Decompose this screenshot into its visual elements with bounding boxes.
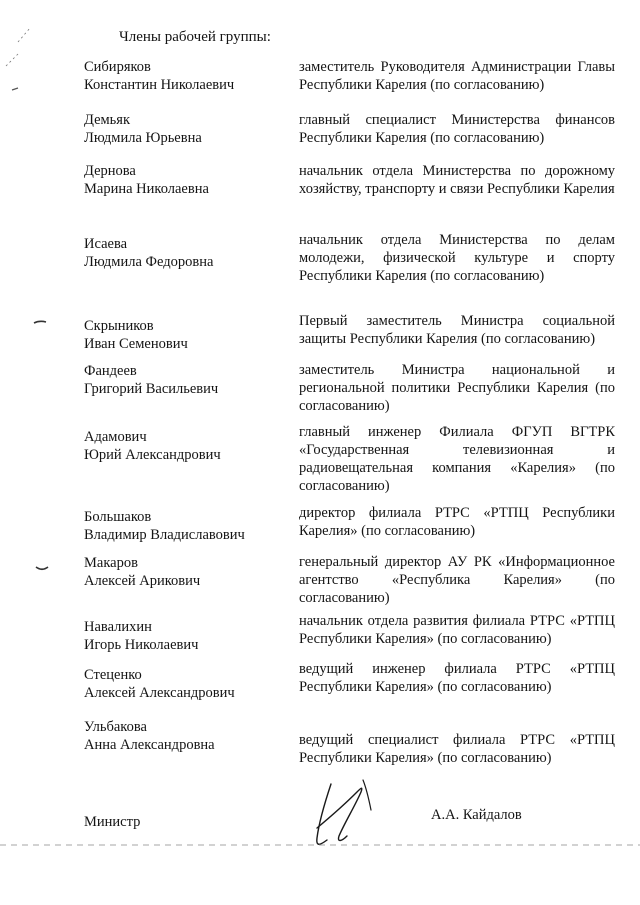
member-role: ведущий специалист филиала РТРС «РТПЦ Республики Карелия» (по согласованию) [299,732,615,766]
member-role: начальник отдела Министерства по дорожному хозяйству, транспорту и связи Республики Карелия [299,163,615,197]
member-role: главный инженер Филиала ФГУП ВГТРК «Государственная телевизионная и радиовещательная компания «Карелия» (по согласованию) [299,424,615,494]
handwritten-signature [305,776,395,856]
member-surname: Макаров [84,555,138,571]
member-role: директор филиала РТРС «РТПЦ Республики Карелия» (по согласованию) [299,505,615,539]
signatory-name: А.А. Кайдалов [431,807,522,823]
member-surname: Фандеев [84,363,137,379]
member-surname: Исаева [84,236,128,252]
member-surname: Демьяк [84,112,131,128]
member-name [84,618,284,654]
member-name [84,718,284,754]
member-name [84,428,284,464]
member-role: начальник отдела Министерства по делам молодежи, физической культуре и спорту Республики Карелия (по согласованию) [299,232,615,284]
member-name [84,508,284,544]
member-name [84,235,284,271]
member-given-name: Анна Александровна [84,737,215,753]
member-given-name: Константин Николаевич [84,77,235,93]
member-surname: Навалихин [84,619,152,635]
member-name [84,162,284,198]
member-given-name: Марина Николаевна [84,181,209,197]
member-role: главный специалист Министерства финансов Республики Карелия (по согласованию) [299,112,615,146]
member-given-name: Иван Семенович [84,336,188,352]
signatory-position: Министр [84,814,141,830]
member-role: ведущий инженер филиала РТРС «РТПЦ Республики Карелия» (по согласованию) [299,661,615,695]
member-given-name: Алексей Арикович [84,573,201,589]
member-given-name: Владимир Владиславович [84,527,245,543]
member-surname: Большаков [84,509,152,525]
member-role: заместитель Министра национальной и региональной политики Республики Карелия (по согласованию) [299,362,615,414]
member-name [84,111,284,147]
member-given-name: Игорь Николаевич [84,637,199,653]
member-role: заместитель Руководителя Администрации Главы Республики Карелия (по согласованию) [299,59,615,93]
member-given-name: Григорий Васильевич [84,381,219,397]
member-name [84,362,284,398]
member-given-name: Алексей Александрович [84,685,235,701]
working-group-heading: Члены рабочей группы: [119,29,271,45]
member-surname: Дернова [84,163,136,179]
member-given-name: Юрий Александрович [84,447,221,463]
member-surname: Стеценко [84,667,142,683]
member-name [84,666,284,702]
member-role: генеральный директор АУ РК «Информационное агентство «Республика Карелия» (по согласованию) [299,554,615,606]
member-given-name: Людмила Федоровна [84,254,214,270]
member-given-name: Людмила Юрьевна [84,130,202,146]
member-name [84,58,284,94]
member-surname: Адамович [84,429,147,445]
member-role: начальник отдела развития филиала РТРС «РТПЦ Республики Карелия» (по согласованию) [299,613,615,647]
member-name [84,554,284,590]
member-name [84,317,284,353]
member-surname: Скрыников [84,318,154,334]
member-role: Первый заместитель Министра социальной защиты Республики Карелия (по согласованию) [299,313,615,347]
member-surname: Ульбакова [84,719,147,735]
member-surname: Сибиряков [84,59,151,75]
